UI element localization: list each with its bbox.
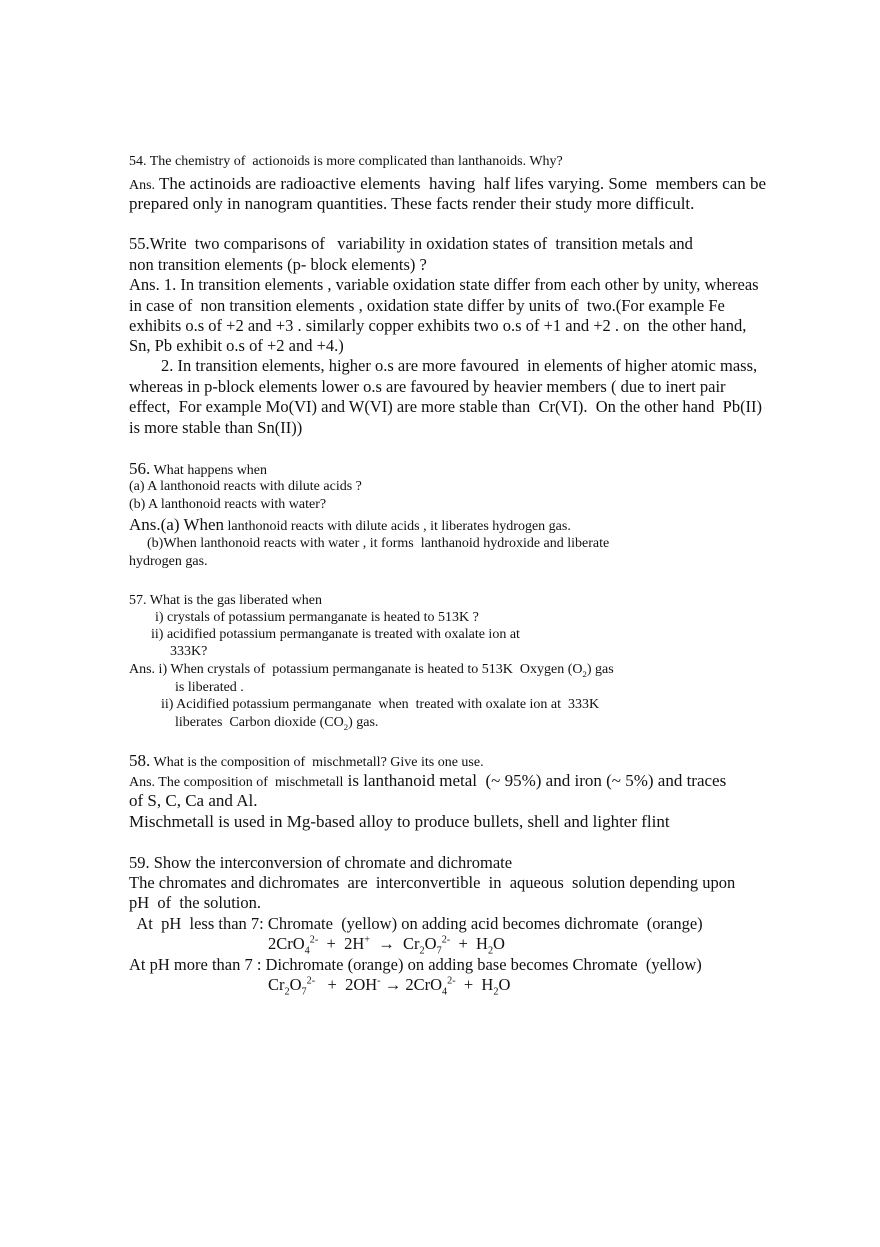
q56-answer-a — [129, 516, 571, 534]
eq2-subscript: 2 — [493, 986, 499, 998]
dichromate-to-chromate-equation — [268, 975, 511, 998]
eq1-subscript: 2 — [419, 945, 425, 957]
q55-answer-line: Sn, Pb exhibit o.s of +2 and +4.) — [129, 336, 344, 355]
eq1-subscript: 2 — [487, 945, 494, 957]
eq1-term: + 2H — [318, 934, 365, 953]
eq2-arrow: → — [380, 975, 406, 994]
q54-answer-prefix: Ans. — [129, 178, 156, 193]
q59-line-2: pH of the solution. — [129, 893, 261, 912]
eq2-term: O — [498, 975, 511, 994]
eq2-term: + H — [455, 975, 494, 994]
q56-question-text: What happens when — [150, 463, 268, 478]
q54-question: 54. The chemistry of actionoids is more complicated than lanthanoids. Why? — [129, 154, 563, 169]
q57-answer-ii-end: ) gas. — [348, 715, 379, 730]
eq1-term: Cr — [403, 934, 420, 953]
eq1-arrow: → — [370, 934, 404, 953]
eq1-subscript: 7 — [436, 945, 442, 957]
q57-answer-i-text: Ans. i) When crystals of potassium permanganate is heated to 513K Oxygen (O — [129, 662, 583, 677]
eq2-subscript: 4 — [442, 986, 448, 998]
q58-answer-line-2: of S, C, Ca and Al. — [129, 791, 258, 810]
q57-answer-i-line-2: is liberated . — [175, 680, 244, 695]
eq1-superscript: + — [364, 934, 371, 946]
eq2-term: Cr — [268, 975, 285, 994]
eq1-term: O — [424, 934, 437, 953]
q57-question: 57. What is the gas liberated when — [129, 593, 322, 608]
eq2-term: 2CrO — [405, 975, 442, 994]
q58-question-text: What is the composition of mischmetall? Give its one use. — [150, 755, 484, 770]
q56-answer-b-line-1: (b)When lanthonoid reacts with water , it forms lanthanoid hydroxide and liberate — [147, 536, 610, 551]
q55-answer-line: exhibits o.s of +2 and +3 . similarly copper exhibits two o.s of +1 and +2 . on the other hand, — [129, 316, 747, 335]
q55-answer-line: in case of non transition elements , oxidation state differ by units of two.(For example Fe — [129, 296, 725, 315]
q55-question-line-2: non transition elements (p- block elements) ? — [129, 255, 427, 274]
q59-base-line: At pH more than 7 : Dichromate (orange) on adding base becomes Chromate (yellow) — [129, 955, 702, 974]
q56-part-b: (b) A lanthonoid reacts with water? — [129, 497, 327, 512]
q56-number: 56. — [129, 459, 151, 478]
eq1-term: + H — [450, 934, 488, 953]
q55-answer-line: whereas in p-block elements lower o.s are favoured by heavier members ( due to inert pair — [129, 377, 726, 396]
eq2-superscript: 2- — [447, 975, 456, 987]
eq2-subscript: 2 — [284, 986, 290, 998]
q58-answer-text: is lanthanoid metal (~ 95%) and iron (~ 5%) and traces — [343, 771, 727, 790]
eq1-superscript: 2- — [441, 934, 451, 946]
q58-answer-prefix: Ans. The composition of mischmetall — [129, 775, 344, 790]
q57-part-ii-line-1: ii) acidified potassium permanganate is treated with oxalate ion at — [151, 627, 520, 642]
eq1-term: O — [493, 934, 505, 953]
q58-question — [129, 752, 484, 770]
q57-answer-ii-line-2 — [175, 716, 378, 730]
q58-answer-line-1 — [129, 772, 726, 790]
chromate-to-dichromate-equation — [268, 934, 505, 957]
q56-question — [129, 460, 267, 478]
q57-answer-ii-text: liberates Carbon dioxide (CO — [175, 715, 344, 730]
q55-question-line-1: 55.Write two comparisons of variability in oxidation states of transition metals and — [129, 234, 693, 253]
q56-answer-b-line-2: hydrogen gas. — [129, 554, 208, 569]
q55-answer-line: effect, For example Mo(VI) and W(VI) are more stable than Cr(VI). On the other hand Pb(II) — [129, 397, 763, 416]
q59-question: 59. Show the interconversion of chromate and dichromate — [129, 853, 513, 872]
q59-acid-line: At pH less than 7: Chromate (yellow) on adding acid becomes dichromate (orange) — [129, 914, 703, 933]
q57-answer-ii-subscript: 2 — [343, 721, 349, 732]
q56-answer-a-text: lanthonoid reacts with dilute acids , it liberates hydrogen gas. — [224, 519, 571, 534]
eq2-superscript: 2- — [306, 975, 316, 987]
q59-line-1: The chromates and dichromates are interconvertible in aqueous solution depending upon — [129, 873, 736, 892]
eq2-subscript: 7 — [301, 986, 307, 998]
q57-answer-i-line-1 — [129, 663, 614, 677]
q54-answer-text: The actinoids are radioactive elements having half lifes varying. Some members can be — [155, 174, 767, 193]
eq2-term: O — [289, 975, 302, 994]
q55-answer-line: is more stable than Sn(II)) — [129, 418, 303, 437]
q58-use-line: Mischmetall is used in Mg-based alloy to produce bullets, shell and lighter flint — [129, 812, 670, 831]
q54-answer-line-1 — [129, 175, 766, 193]
q57-answer-i-subscript: 2 — [582, 668, 587, 679]
eq1-subscript: 4 — [304, 945, 310, 957]
q56-part-a: (a) A lanthonoid reacts with dilute acids ? — [129, 479, 362, 494]
q54-answer-line-2: prepared only in nanogram quantities. These facts render their study more difficult. — [129, 194, 695, 213]
q57-part-ii-line-2: 333K? — [170, 644, 208, 659]
q56-answer-prefix: Ans.(a) When — [129, 515, 225, 534]
q57-answer-ii-line-1: ii) Acidified potassium permanganate when treated with oxalate ion at 333K — [161, 697, 600, 712]
q57-answer-i-end: ) gas — [586, 662, 614, 677]
q58-number: 58. — [129, 751, 151, 770]
q57-part-i: i) crystals of potassium permanganate is heated to 513K ? — [155, 610, 479, 625]
eq2-term: + 2OH — [315, 975, 378, 994]
q55-answer-line: Ans. 1. In transition elements , variable oxidation state differ from each other by unity, whereas — [129, 275, 759, 294]
eq1-superscript: 2- — [309, 934, 319, 946]
q55-answer-line: 2. In transition elements, higher o.s are more favoured in elements of higher atomic mass, — [161, 356, 758, 375]
eq2-superscript: - — [377, 975, 381, 987]
eq1-term: 2CrO — [268, 934, 305, 953]
